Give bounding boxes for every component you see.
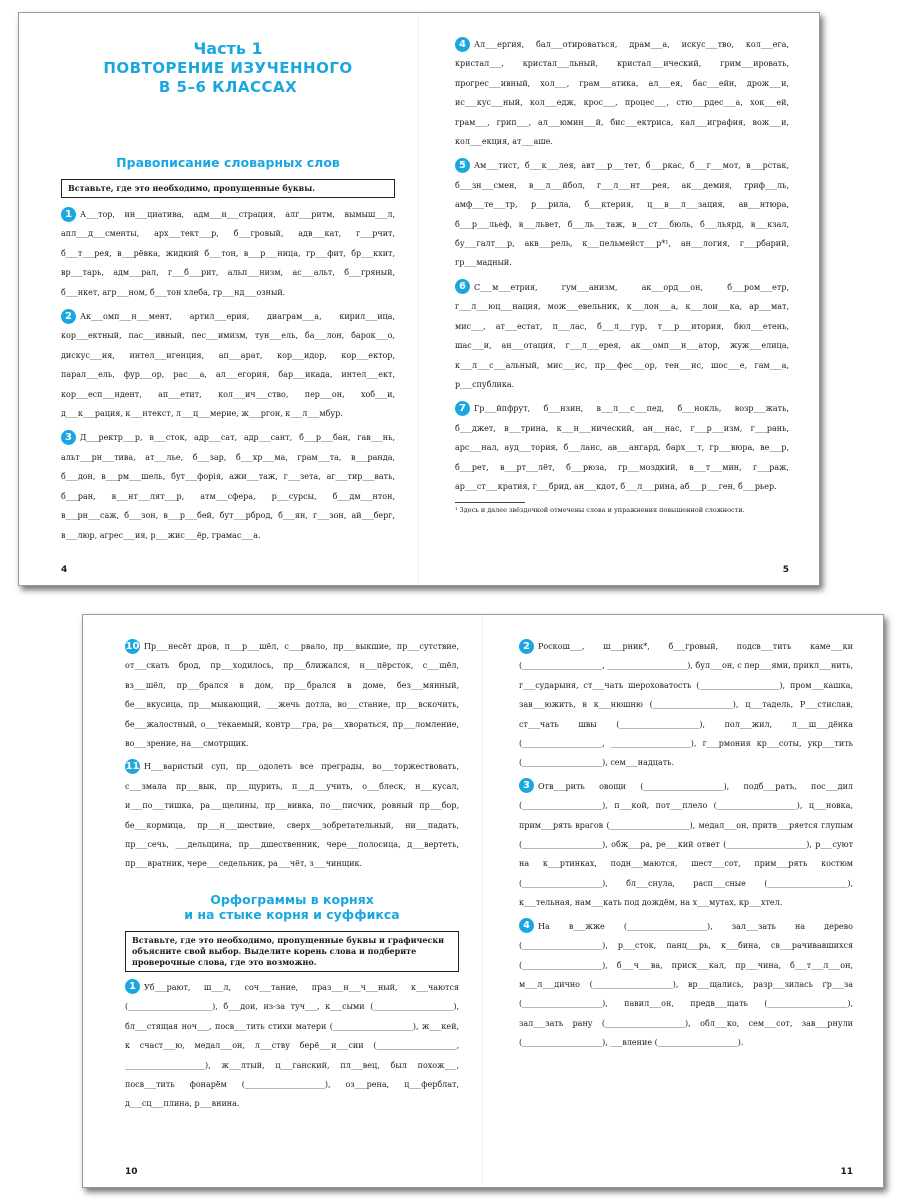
exercise-5 bbox=[455, 156, 789, 272]
exercise-11 bbox=[125, 757, 459, 873]
exercise-number-badge: 3 bbox=[519, 778, 534, 793]
exercise-3 bbox=[61, 428, 395, 544]
bottom-book-spread bbox=[82, 614, 884, 1188]
part-title: Часть 1 bbox=[193, 39, 263, 58]
exercise-number-badge: 1 bbox=[125, 979, 140, 994]
page-number: 5 bbox=[782, 565, 789, 575]
exercise-text: Ак___омп___н___мент, артил___ерия, диаграм___а, кирил___ица, кор___ектный, пас___ивный, пес___имизм, тун___ель, ба___лон, барок___о, дискус___ия, интел___игенция, ап___арат, кор___идор, кор___ектор, парал___ель, фур___ор, рас___а, ал___егория, бар___икада, интел___ект, кор___есп___ндент, ап___етит, кол___ич___ство, пер___он, хоб___и, д___к___рация, к___нтекст, л___ц___мерие, ж___ргон, к___л___мбур. bbox=[61, 312, 395, 419]
exercise-number-badge: 4 bbox=[455, 37, 470, 52]
exercise-text: С___м___етрия, гум___анизм, ак___орд___он, б___ром___етр, г___л___юц___нация, мож___евельник, к___лон___а, к___лои___ка, ар___мат, мис___, ат___естат, п___лас, б___л___гур, т___р___итория, бюл___етень, шас___и, ан___отация, г___л___ерея, ак___омп___н___атор, жуж___елица, к___л___с___альный, мис___ис, пр___фес___ор, тен___ис, шос___е, гам___а, р___спублика. bbox=[455, 282, 789, 389]
exercise-number-badge: 5 bbox=[455, 158, 470, 173]
page-11-column bbox=[519, 637, 853, 1053]
exercise-number-badge: 2 bbox=[519, 639, 534, 654]
exercise-4 bbox=[519, 917, 853, 1053]
part-subtitle-line2: В 5–6 КЛАССАХ bbox=[158, 78, 298, 96]
footnote: ¹ Здесь и далее звёздочкой отмечены слова и упражнения повышенной сложности. bbox=[455, 506, 745, 515]
footnote-divider bbox=[455, 502, 525, 503]
exercise-text: Гр___йпфрут, б___нзин, в___л___с___пед, б___нокль, возр___жать, б___джет, в___трина, к___н___нический, ан___нас, г___р___изм, г___рань, арс___нал, ауд___тория, б___ланс, ав___ангард, барх___т, гр___вюра, ве___р, б___рет, в___рт___лёт, б___рюза, гр___моздкий, в___т___мин, г___раж, ар___ст___кратия, г___брид, ан___кдот, б___л___рина, аб___р___ген, б___рьер. bbox=[455, 404, 789, 491]
instruction-box: Вставьте, где это необходимо, пропущенные буквы. bbox=[61, 179, 395, 198]
page-4-column bbox=[61, 13, 395, 545]
section-title bbox=[125, 892, 459, 922]
exercise-number-badge: 7 bbox=[455, 401, 470, 416]
exercise-1 bbox=[61, 205, 395, 302]
exercise-7 bbox=[455, 399, 789, 496]
page-5 bbox=[419, 13, 819, 585]
exercise-text: Ам___тист, б___к___лея, авт___р___тет, б___ркас, б___г___мот, в___рстак, б___зн___смен, в___л___йбол, г___л___нт___рея, ак___демия, гриф___ль, амф___те___тр, р___рила, б___ктерия, ц___в___л___зация, ав___нтюра, б___р___льеф, в___львет, б___ль___таж, в___ст___бюль, б___льярд, в___кзал, бу___галт___р, акв___рель, к___пельмейст___р*¹, ан___логия, г___рбарий, гр___мадный. bbox=[455, 161, 789, 268]
exercise-text: Д___ректр___р, в___сток, адр___сат, адр___сант, б___р___бан, гав___нь, альт___рн___тива, ат___лье, б___зар, б___хр___ма, грам___та, в___ранда, б___дон, в___рм___шель, бут___форія, ажи___таж, г___зета, аг___тир___вать, б___ран, в___нт___лят___р, атм___сфера, р___сурсы, б___дм___нтон, в___рн___саж, б___зон, в___р___бей, бут___рброд, б___ян, г___зон, ай___берг, в___люр, агрес___ия, р___жис___ёр, грамас___а. bbox=[61, 433, 395, 540]
exercise-number-badge: 3 bbox=[61, 430, 76, 445]
exercise-text: На в___жже (____________________), зал___зать на дерево (____________________), р___сток, панц___рь, к___бина, св___рачивавшихся (____________________), б___ч___ва, приск___кал, пр___чина, б___т___л___он, м___л___дично (____________________), вр___щались, разр___зилась гр___за (____________________), павил___он, предв___щать (____________________), зал___зать рану (____________________), обл___ко, сем___сот, зав___рнули (____________________), ___вление (____________________). bbox=[519, 921, 853, 1048]
instruction-box: Вставьте, где это необходимо, пропущенные буквы и графически объясните свой выбор. Выделите корень слова и подберите проверочные слова, где это возможно. bbox=[125, 931, 459, 972]
exercise-text: Отв___рить овощи (____________________), подб___рать, пос___дил (____________________), п___кой, пот___плело (____________________), ц___новка, прим___рять врагов (____________________), медал___он, притв___ряется глупым (____________________), обж___ра, ре___кий ответ (____________________), р___суют на к___ртинках, подн___маются, шест___сот, прим___рять костюм (____________________), бл___снула, расп___сные (____________________), к___тельная, нам___кать под дождём, на х___мутах, кр___хтел. bbox=[519, 781, 853, 908]
exercise-number-badge: 11 bbox=[125, 760, 140, 772]
section-title-line2: и на стыке корня и суффикса bbox=[184, 906, 400, 922]
exercise-2 bbox=[61, 307, 395, 423]
exercise-text: Н___варистый суп, пр___одолеть все преграды, во___торжествовать, с___змала пр___вык, пр___щурить, п___д___учить, о___блеск, н___кусал, и___по___тишка, ра___щелины, пр___вивка, по___писчик, ровный пр___бор, бе___кормица, пр___н___шествие, сверх___зобретательный, ни___падать, пр___сечь, ___дельщина, пр___дшественник, чере___полосица, д___вертеть, пр___вратник, чере___седельник, ра___чёт, з___чинщик. bbox=[125, 762, 459, 869]
exercise-number-badge: 2 bbox=[61, 309, 76, 324]
section-title-line1: Орфограммы в корнях bbox=[210, 891, 374, 907]
page-5-column bbox=[455, 35, 789, 515]
exercise-3 bbox=[519, 777, 853, 913]
exercise-6 bbox=[455, 278, 789, 394]
exercise-text: Ал___ергия, бал___отироваться, драм___а, искус___тво, кол___ега, кристал___, кристал___льный, кристал___ический, грим___ировать, прогрес___ивный, хол___, грам___атика, ал___ея, бас___ейн, дрож___и, ис___кус___ный, кол___едж, крос___, процес___, стю___рдес___а, хок___ей, грам___, грип___, ал___юмин___й, бис___ектриса, кал___играфия, вож___и, кол___екция, ат___аше. bbox=[455, 40, 789, 147]
exercise-text: Уб___рают, ш___л, соч___тание, праз___н___ч___ный, к___чаются (_____________________), б___дои, из-за туч___, к___сыми (____________________), бл___стящая ноч___, посв___тить стихи матери (____________________), ж___кей, к счаст___ю, медал___он, л___ству берё___и___сии (____________________, ____________________), ж___лтый, ц___ганский, пл___вец, был похож___, посв___тить фонарём (____________________), оз___рена, ц___ферблат, д___сц___плина, р___внина. bbox=[125, 982, 459, 1109]
exercise-10 bbox=[125, 637, 459, 753]
page-number: 11 bbox=[840, 1167, 853, 1177]
exercise-2 bbox=[519, 637, 853, 773]
page-10 bbox=[83, 615, 483, 1187]
exercise-text: Пр___несёт дров, п___р___шёл, с___рвало, пр___выкшие, пр___сутствие, от___скать брод, пр___ходилось, пр___ближался, н___пёрсток, с___шёл, вз___шёл, пр___брался в дом, пр___брался в доме, без___мянный, бе___вкусица, пр___мыкающий, ___жечь дотла, во___стание, пр___вскочить, бе___жалостный, о___текаемый, контр___гра, ра___хвораться, пр___ломление, во___зрение, на___смотрщик. bbox=[125, 642, 459, 749]
page-11 bbox=[483, 615, 883, 1187]
exercise-number-badge: 1 bbox=[61, 207, 76, 222]
top-book-spread bbox=[18, 12, 820, 586]
exercise-number-badge: 10 bbox=[125, 640, 140, 652]
page-4 bbox=[19, 13, 419, 585]
part-subtitle-line1: ПОВТОРЕНИЕ ИЗУЧЕННОГО bbox=[103, 59, 353, 77]
page-number: 10 bbox=[125, 1167, 138, 1177]
exercise-text: А___тор, ин___циатива, адм___н___страция, алг___ритм, вымыш___л, апл___д___сменты, арх___тект___р, б___гровый, адв___кат, г___рчит, б___т___рея, в___рёвка, жидкий б___тон, в___р___ница, гр___фит, бр___кхит, вр___тарь, адм___рал, г___б___рит, альп___низм, ас___альт, б___гряный, б___нкет, агр___ном, б___тон хлеба, гр___нд___озный. bbox=[61, 210, 395, 297]
page-10-column bbox=[125, 637, 459, 1114]
part-heading bbox=[61, 39, 395, 97]
exercise-number-badge: 4 bbox=[519, 918, 534, 933]
page-number: 4 bbox=[61, 565, 68, 575]
exercise-text: Роскош___, ш___рник*, б___гровый, подсв___тить каме___ки (____________________, ____________________), бул___он, с пер___ями, прикл___нить, г___сударыня, ст___чать шероховатость (____________________), пром___кашка, зав___южить, в к___нюшню (____________________), ц___тадель, Р___стислав, ст___чать швы (____________________), пол___жил, л___ш___дёнка (____________________, ____________________), г___рмония кр___соты, укр___тить (____________________), сем___надцать. bbox=[519, 642, 854, 768]
section-title: Правописание словарных слов bbox=[116, 155, 340, 170]
exercise-number-badge: 6 bbox=[455, 279, 470, 294]
exercise-1 bbox=[125, 978, 459, 1114]
exercise-4 bbox=[455, 35, 789, 151]
